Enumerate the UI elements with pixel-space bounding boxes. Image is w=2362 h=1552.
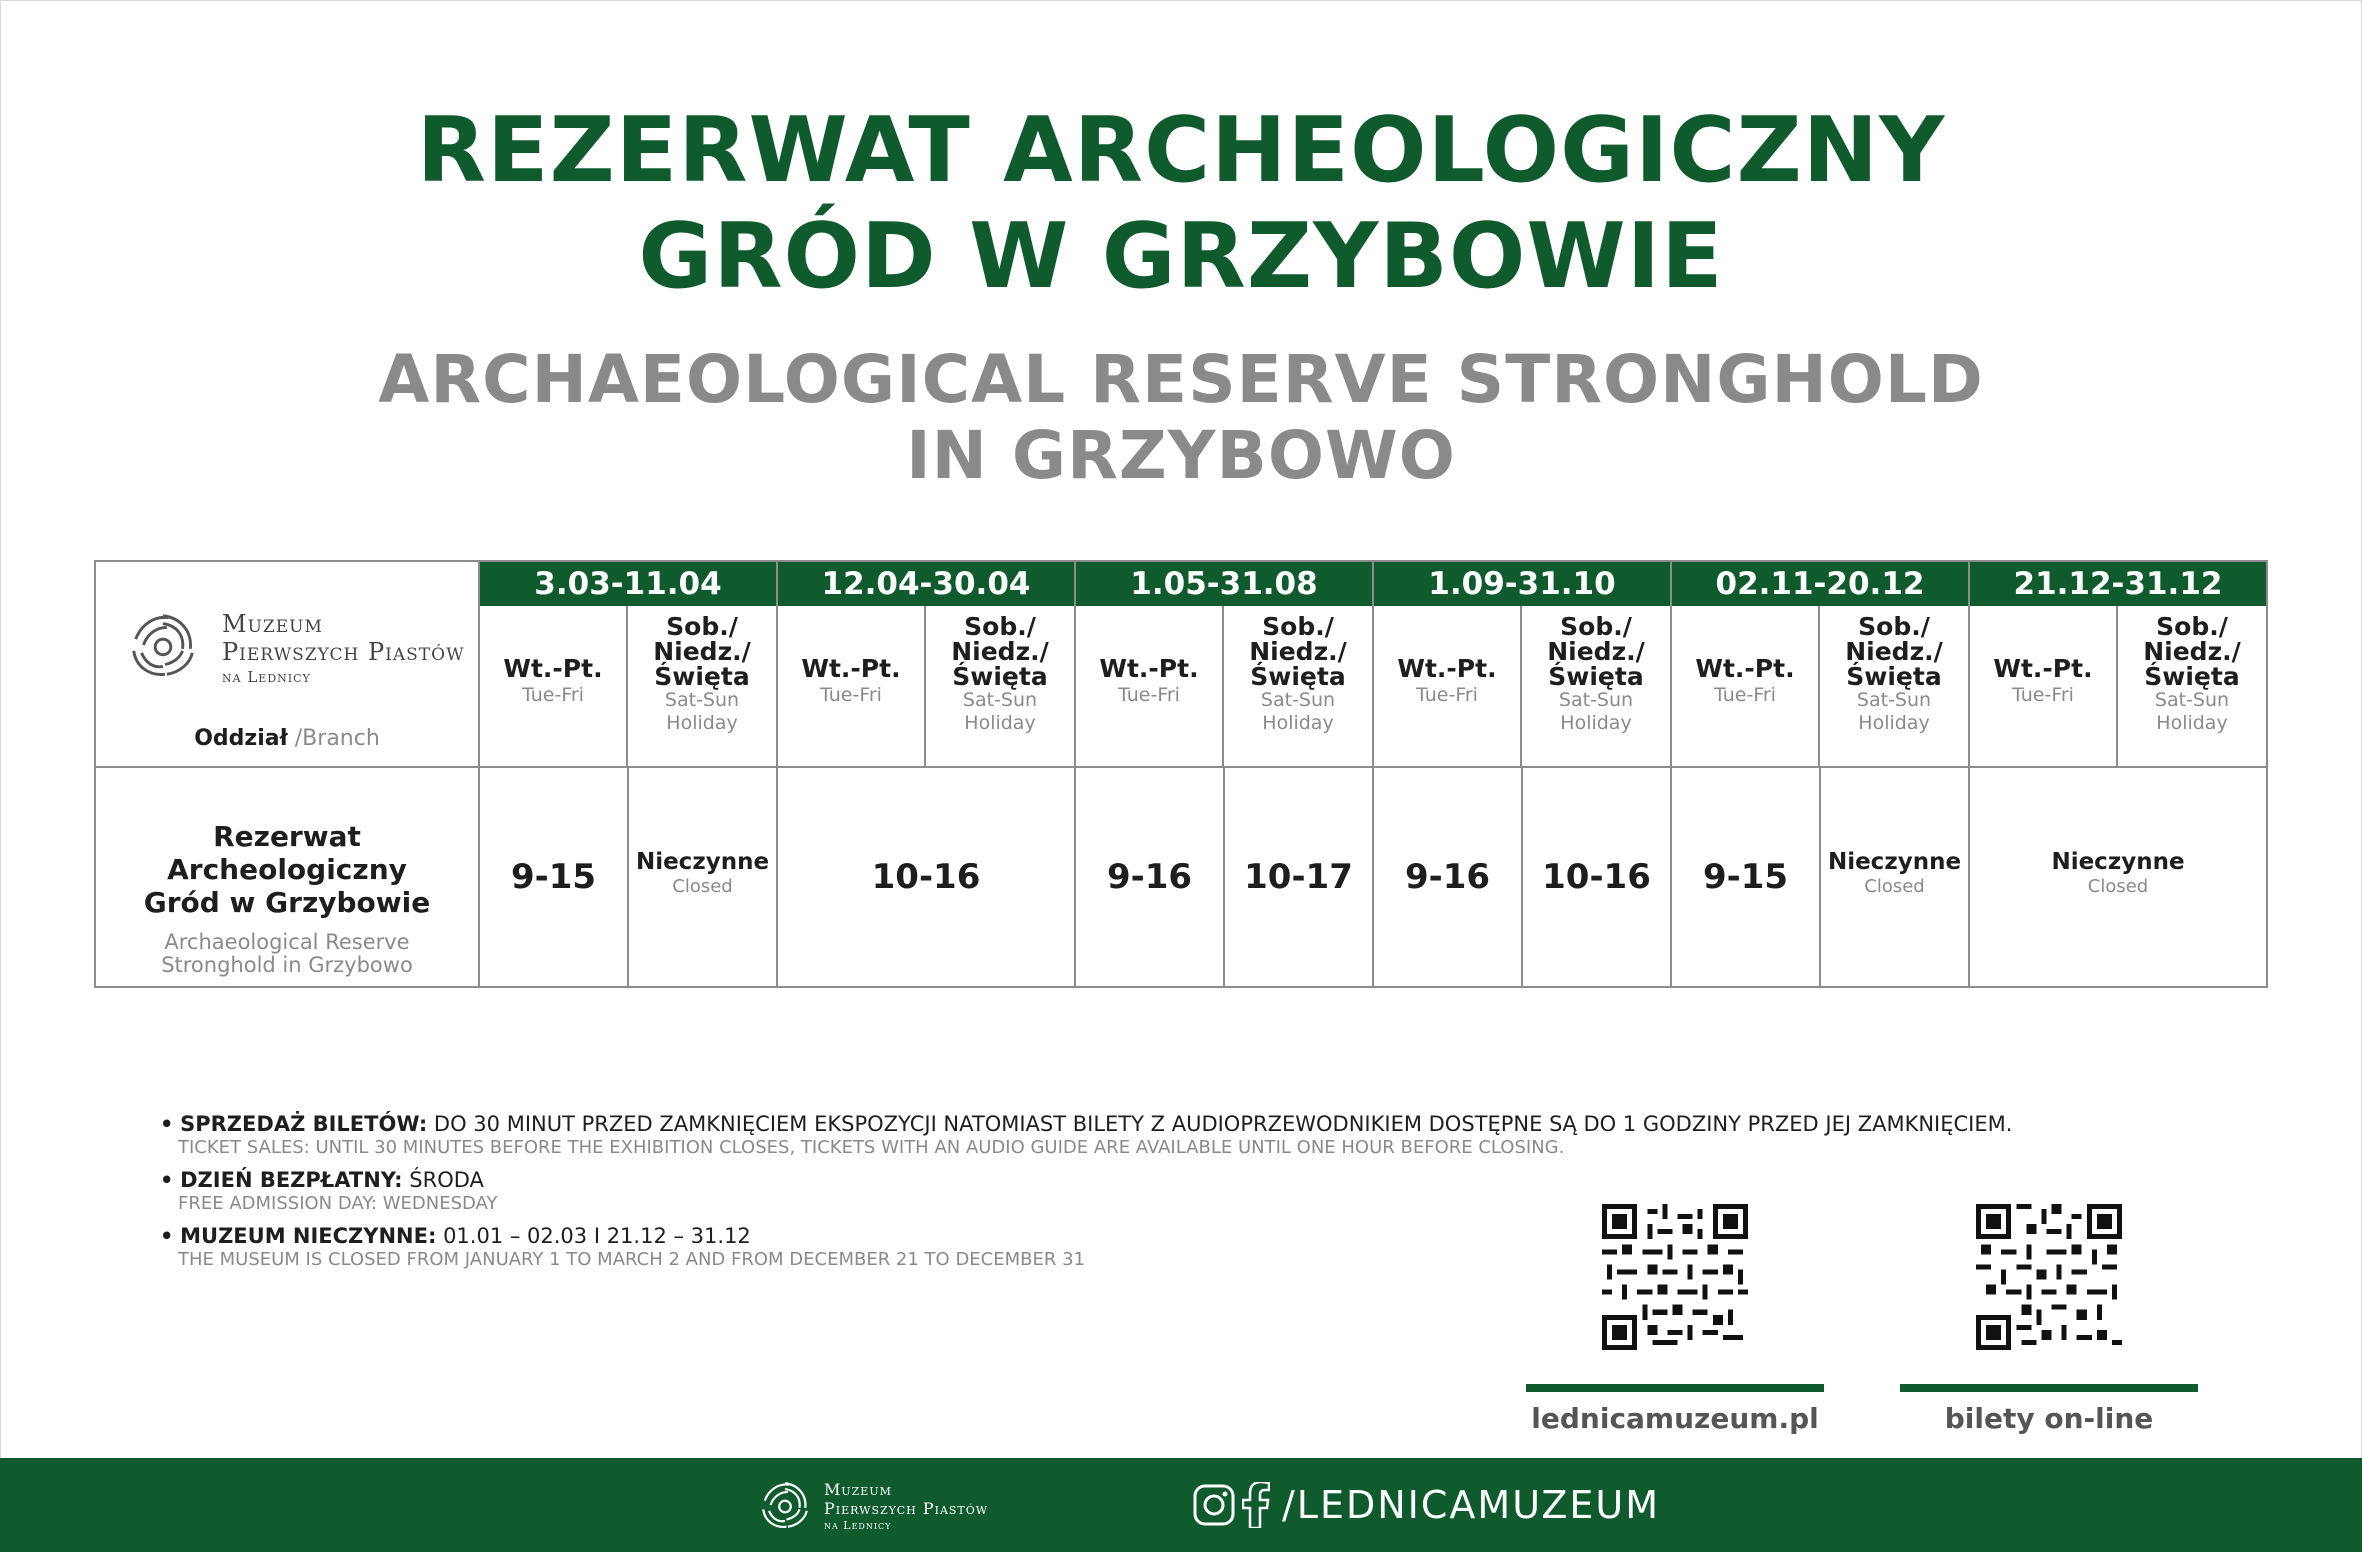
hours-cell: 9-16 (1076, 768, 1225, 986)
branch-label-en: /Branch (294, 726, 380, 751)
footer-logo-text: Muzeum Pierwszych Piastów na Lednicy (824, 1480, 989, 1532)
period-column (1374, 562, 1672, 768)
hours-cell: 9-16 (1374, 768, 1523, 986)
branch-name-en: Archaeological Reserve Stronghold in Grzybowo (161, 930, 413, 977)
weekday-label: Wt.-Pt. Tue-Fri (1672, 606, 1820, 766)
title-polish (0, 98, 2362, 310)
branch-column-label (96, 726, 478, 751)
weekend-label: Sob./ Niedz./ Święta Sat-Sun Holiday (653, 612, 751, 734)
period-column (1672, 562, 1970, 768)
hours-cell: 10-16 (1523, 768, 1672, 986)
note-museum-closed: • MUZEUM NIECZYNNE: 01.01 – 02.03 I 21.12 – 31.12 THE MUSEUM IS CLOSED FROM JANUARY 1 TO MARCH 2 AND FROM DECEMBER 21 TO DECEMBER 31 (160, 1224, 1086, 1270)
qr-underline (1900, 1384, 2198, 1392)
tickets-online-link[interactable]: bilety on-line (1944, 1402, 2154, 1435)
title-english (0, 342, 2362, 494)
qr-code-icon[interactable] (1976, 1204, 2122, 1350)
hours-cell: 10-17 (1225, 768, 1374, 986)
qr-code-icon[interactable] (1602, 1204, 1748, 1350)
branch-label-pl: Oddział (194, 726, 288, 751)
weekday-label: Wt.-Pt. Tue-Fri (1374, 606, 1522, 766)
weekend-label: Sob./ Niedz./ Święta Sat-Sun Holiday (1249, 612, 1347, 734)
period-range: 21.12-31.12 (1970, 562, 2266, 606)
period-column (480, 562, 778, 768)
social-links (1192, 1480, 1660, 1530)
weekend-label: Sob./ Niedz./ Święta Sat-Sun Holiday (1547, 612, 1645, 734)
logo-line2: Pierwszych Piastów (222, 638, 465, 666)
period-range: 3.03-11.04 (480, 562, 776, 606)
closed-cell: Nieczynne Closed (1821, 768, 1970, 986)
weekend-label: Sob./ Niedz./ Święta Sat-Sun Holiday (951, 612, 1049, 734)
period-range: 12.04-30.04 (778, 562, 1074, 606)
weekday-label: Wt.-Pt. Tue-Fri (1076, 606, 1224, 766)
title-english-line1: ARCHAEOLOGICAL RESERVE STRONGHOLD (378, 341, 1984, 418)
weekday-label: Wt.-Pt. Tue-Fri (480, 606, 628, 766)
period-column (778, 562, 1076, 768)
period-range: 02.11-20.12 (1672, 562, 1968, 606)
qr-underline (1526, 1384, 1824, 1392)
logo-line3: na Lednicy (222, 668, 311, 686)
museum-logo-icon (124, 606, 202, 684)
period-range: 1.05-31.08 (1076, 562, 1372, 606)
instagram-icon[interactable] (1192, 1483, 1236, 1527)
museum-logo-icon (756, 1476, 814, 1534)
period-column (1970, 562, 2266, 768)
website-link[interactable]: lednicamuzeum.pl (1531, 1402, 1819, 1435)
closed-cell: Nieczynne Closed (2051, 849, 2185, 897)
branch-name-pl: Rezerwat Archeologiczny Gród w Grzybowie (143, 820, 431, 919)
schedule-table (94, 560, 2268, 988)
period-range: 1.09-31.10 (1374, 562, 1670, 606)
branch-header-cell (96, 562, 480, 768)
note-ticket-sales: • SPRZEDAŻ BILETÓW: DO 30 MINUT PRZED ZAMKNIĘCIEM EKSPOZYCJI NATOMIAST BILETY Z AUDIOPRZEWODNIKIEM DOSTĘPNE SĄ DO 1 GODZINY PRZED JEJ ZAMKNIĘCIEM. TICKET SALES: UNTIL 30 MINUTES BEFORE THE EXHIBITION CLOSES, TICKETS WITH AN AUDIO GUIDE ARE AVAILABLE UNTIL ONE HOUR BEFORE CLOSING. (160, 1112, 2013, 1158)
title-polish-line2: GRÓD W GRZYBOWIE (638, 204, 1724, 309)
period-column (1076, 562, 1374, 768)
facebook-icon[interactable] (1242, 1482, 1270, 1528)
hours-cell: 9-15 (1672, 768, 1821, 986)
weekend-label: Sob./ Niedz./ Święta Sat-Sun Holiday (2143, 612, 2241, 734)
weekday-label: Wt.-Pt. Tue-Fri (778, 606, 926, 766)
title-polish-line1: REZERWAT ARCHEOLOGICZNY (416, 98, 1946, 203)
logo-line1: Muzeum (222, 610, 323, 638)
title-english-line2: IN GRZYBOWO (906, 417, 1456, 494)
footer-bar (0, 1458, 2362, 1552)
branch-name-cell (96, 768, 480, 986)
note-free-day: • DZIEŃ BEZPŁATNY: ŚRODA FREE ADMISSION DAY: WEDNESDAY (160, 1168, 498, 1214)
hours-cell: 10-16 (778, 768, 1076, 986)
social-handle[interactable]: /LEDNICAMUZEUM (1282, 1483, 1660, 1527)
weekend-label: Sob./ Niedz./ Święta Sat-Sun Holiday (1845, 612, 1943, 734)
museum-logo-text (222, 610, 465, 688)
hours-cell: 9-15 (480, 768, 629, 986)
weekday-label: Wt.-Pt. Tue-Fri (1970, 606, 2118, 766)
closed-cell: Nieczynne Closed (629, 768, 778, 986)
